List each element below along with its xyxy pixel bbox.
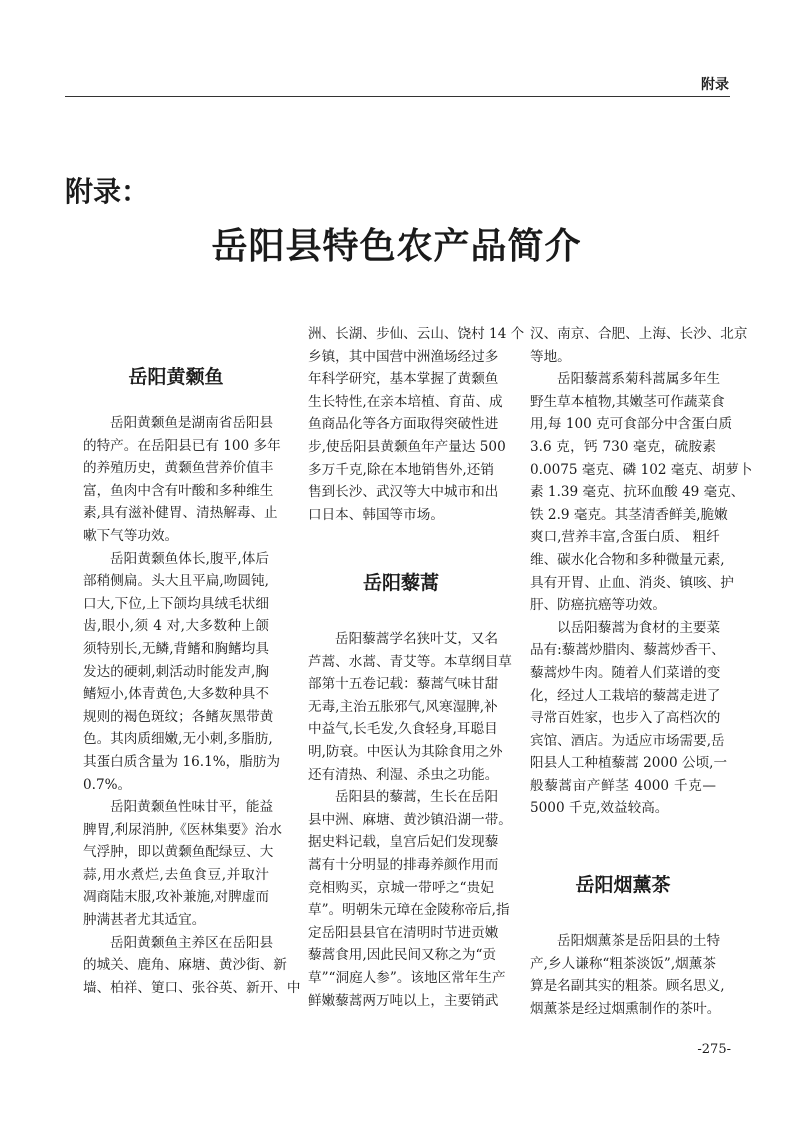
text-line: 岳阳县的藜蒿，生长在岳阳: [335, 789, 499, 806]
text-line: 墙、柏祥、筻口、张谷英、新开、中: [83, 979, 301, 996]
column-3-tea: [530, 930, 725, 1020]
text-line: 算是名副其实的粗茶。顾名思义,: [530, 978, 725, 995]
text-line: 竞相购买，京城一带呼之“贵妃: [308, 879, 494, 896]
text-line: 的城关、鹿角、麻塘、黄沙街、新: [83, 957, 287, 974]
text-line: 5000 千克,效益较高。: [530, 800, 669, 817]
text-line: 0.0075 毫克、磷 102 毫克、胡萝卜: [530, 461, 753, 478]
text-line: 规则的褐色斑纹；各鳍灰黑带黄: [83, 708, 274, 725]
text-line: 发达的硬刺,刺活动时能发声,胸: [83, 663, 269, 680]
text-line: 藜蒿食用,因此民间又称之为“贡: [308, 947, 496, 964]
text-line: 鳍短小,体青黄色,大多数种具不: [83, 686, 269, 703]
text-line: 年科学研究，基本掌握了黄颡鱼: [308, 371, 499, 388]
text-line: 须特别长,无鳞,背鳍和胸鳍均具: [83, 640, 269, 657]
text-line: 鲜嫩藜蒿两万吨以上，主要销武: [308, 992, 499, 1009]
text-line: 品有:藜蒿炒腊肉、藜蒿炒香干、: [530, 642, 725, 659]
text-line: 富，鱼肉中含有叶酸和多种维生: [83, 482, 274, 499]
text-line: 还有清热、利湿、杀虫之功能。: [308, 766, 499, 783]
running-header: 附录: [701, 77, 729, 93]
column-3: [530, 323, 753, 820]
column-1: [83, 412, 301, 999]
text-line: 岳阳黄颡鱼是湖南省岳阳县: [110, 415, 274, 431]
text-line: 烟薰茶是经过烟熏制作的茶叶。: [530, 1000, 721, 1017]
text-line: 多万千克,除在本地销售外,还销: [308, 461, 494, 478]
text-line: 的养殖历史，黄颡鱼营养价值丰: [83, 460, 274, 477]
text-line: 草”“洞庭人参”。该地区常年生产: [308, 969, 506, 986]
text-line: 部稍侧扁。头大且平扁,吻圆钝,: [83, 573, 269, 590]
text-line: 中益气,长毛发,久食轻身,耳聪目: [308, 721, 498, 738]
text-line: 步,使岳阳县黄颡鱼年产量达 500: [308, 438, 506, 455]
text-line: 无毒,主治五胀邪气,风寒湿脾,补: [308, 698, 498, 715]
text-line: 0.7%。: [83, 776, 132, 793]
text-line: 嗽下气等功效。: [83, 527, 179, 544]
column-2: [308, 628, 512, 1012]
text-line: 产,乡人谦称“粗茶淡饭”,烟薰茶: [530, 955, 716, 972]
text-line: 维、碳水化合物和多种微量元素,: [530, 551, 725, 568]
text-line: 铁 2.9 毫克。其茎清香鲜美,脆嫩: [530, 506, 728, 523]
text-line: 等地。: [530, 348, 571, 365]
text-line: 野生草本植物,其嫩茎可作蔬菜食: [530, 393, 725, 410]
section-kicker: 附录：: [65, 175, 150, 208]
text-line: 气浮肿，即以黄颡鱼配绿豆、大: [83, 844, 274, 861]
text-line: 岳阳黄颡鱼主养区在岳阳县: [110, 934, 274, 951]
text-line: 齿,眼小,须 4 对,大多数种上颌: [83, 618, 269, 635]
text-line: 岳阳烟薰茶是岳阳县的土特: [557, 933, 721, 949]
text-line: 脾胃,利尿消肿,《医林集要》治水: [83, 821, 282, 838]
text-line: 乡镇，其中国营中洲渔场经过多: [308, 348, 499, 365]
header-rule: [65, 96, 730, 97]
text-line: 售到长沙、武汉等大中城市和出: [308, 484, 499, 501]
text-line: 化，经过人工栽培的藜蒿走进了: [530, 687, 721, 704]
text-line: 素,具有滋补健胃、清热解毒、止: [83, 505, 278, 522]
text-line: 素 1.39 毫克、抗环血酸 49 毫克、: [530, 484, 745, 501]
text-line: 以岳阳藜蒿为食材的主要菜: [557, 619, 721, 636]
text-line: 宾馆、酒店。为适应市场需要,岳: [530, 732, 725, 749]
text-line: 其蛋白质含量为 16.1%，脂肪为: [83, 753, 281, 770]
text-line: 爽口,营养丰富,含蛋白质、 粗纤: [530, 529, 720, 546]
text-line: 汉、南京、合肥、上海、长沙、北京: [530, 326, 748, 342]
text-line: 口日本、韩国等市场。: [308, 506, 444, 523]
column-2-continued: [308, 323, 525, 526]
text-line: 蒿有十分明显的排毒养颜作用而: [308, 856, 499, 873]
text-line: 草”。明朝朱元璋在金陵称帝后,指: [308, 902, 510, 919]
text-line: 寻常百姓家，也步入了高档次的: [530, 710, 721, 727]
text-line: 生长特性,在亲本培植、育苗、成: [308, 393, 503, 410]
page-title: 岳阳县特色农产品简介: [211, 225, 582, 267]
heading-artemisia: 岳阳藜蒿: [362, 572, 439, 594]
text-line: 用,每 100 克可食部分中含蛋白质: [530, 416, 733, 433]
text-line: 的特产。在岳阳县已有 100 多年: [83, 437, 281, 454]
heading-smoked-tea: 岳阳烟薰茶: [575, 874, 671, 896]
text-line: 岳阳黄颡鱼性味甘平，能益: [110, 799, 274, 816]
text-line: 岳阳藜蒿学名狭叶艾，又名: [335, 631, 499, 647]
text-line: 岳阳藜蒿系菊科蒿属多年生: [557, 371, 721, 388]
text-line: 芦蒿、水蒿、青艾等。本草纲目草: [308, 653, 512, 670]
text-line: 岳阳黄颡鱼体长,腹平,体后: [110, 550, 269, 567]
text-line: 蒜,用水煮烂,去鱼食豆,并取汁: [83, 866, 269, 883]
text-line: 县中洲、麻塘、黄沙镇沿湖一带。: [308, 811, 512, 828]
text-line: 口大,下位,上下颌均具绒毛状细: [83, 595, 269, 612]
text-line: 定岳阳县县官在清明时节进贡嫩: [308, 924, 499, 941]
text-line: 部第十五卷记载：藜蒿气味甘甜: [308, 676, 499, 693]
text-line: 凋商陆末服,攻补兼施,对脾虚而: [83, 889, 269, 906]
text-line: 肿满甚者尤其适宜。: [83, 912, 206, 929]
heading-yellow-catfish: 岳阳黄颡鱼: [128, 366, 224, 388]
text-line: 鱼商品化等各方面取得突破性进: [308, 416, 499, 433]
text-line: 藜蒿炒牛肉。随着人们菜谱的变: [530, 664, 721, 681]
text-line: 洲、长湖、步仙、云山、饶村 14 个: [308, 326, 525, 342]
text-line: 色。其肉质细嫩,无小刺,多脂肪,: [83, 731, 273, 748]
text-line: 肝、防癌抗癌等功效。: [530, 597, 666, 614]
page-number: -275-: [697, 1042, 731, 1057]
text-line: 具有开胃、止血、消炎、镇咳、护: [530, 574, 734, 591]
text-line: 3.6 克，钙 730 毫克，硫胺素: [530, 438, 716, 455]
text-line: 据史料记载，皇宫后妃们发现藜: [308, 834, 499, 851]
text-line: 阳县人工种植藜蒿 2000 公顷,一: [530, 755, 728, 772]
text-line: 明,防衰。中医认为其除食用之外: [308, 743, 503, 760]
text-line: 般藜蒿亩产鲜茎 4000 千克—: [530, 777, 716, 794]
